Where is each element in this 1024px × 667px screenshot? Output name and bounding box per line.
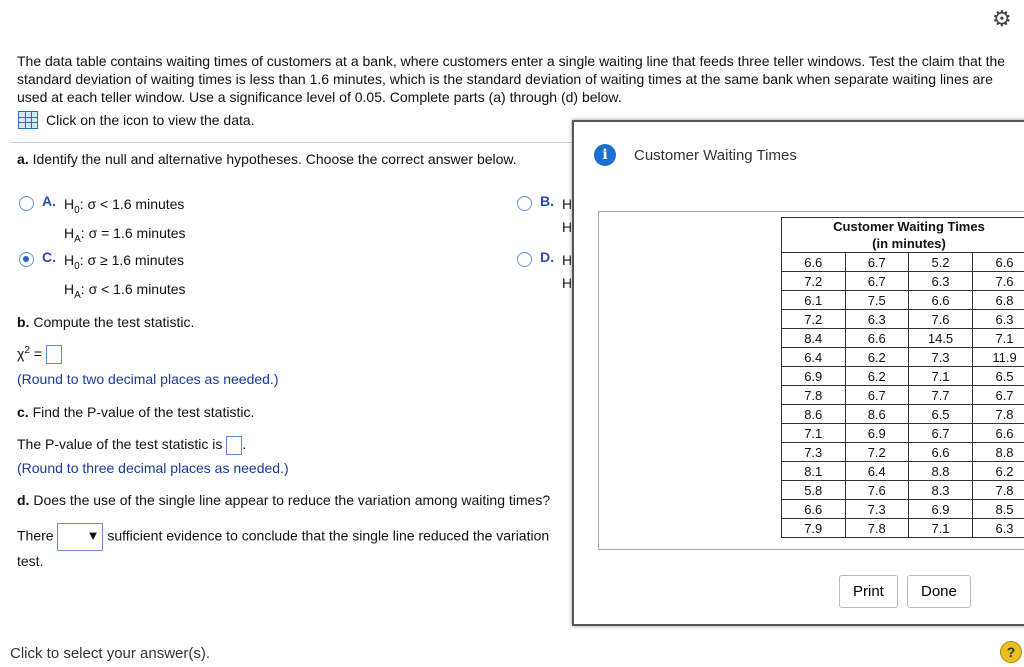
p-value-line: The P-value of the test statistic is .	[17, 436, 246, 455]
table-cell: 6.7	[973, 386, 1024, 405]
table-cell: 7.8	[973, 481, 1024, 500]
table-cell: 6.3	[909, 272, 973, 291]
table-cell: 7.2	[782, 310, 846, 329]
table-row	[782, 348, 1024, 367]
table-row	[782, 500, 1024, 519]
part-d-question: d. Does the use of the single line appear to reduce the variation among waiting times?	[17, 492, 551, 508]
table-cell: 6.6	[782, 500, 846, 519]
table-cell: 8.6	[845, 405, 909, 424]
conclusion-line: There ▼ sufficient evidence to conclude that the single line reduced the variation	[17, 523, 549, 551]
table-row	[782, 310, 1024, 329]
table-cell: 7.5	[845, 291, 909, 310]
table-cell: 6.5	[973, 367, 1024, 386]
view-data-link[interactable]	[18, 111, 255, 129]
table-cell: 8.8	[909, 462, 973, 481]
table-cell: 8.8	[973, 443, 1024, 462]
table-cell: 6.2	[973, 462, 1024, 481]
dropdown-arrow-icon: ▼	[86, 528, 100, 543]
table-cell: 6.6	[845, 329, 909, 348]
table-row	[782, 386, 1024, 405]
option-letter: B.	[540, 193, 554, 209]
part-b-question: b. Compute the test statistic.	[17, 314, 195, 330]
part-c-question: c. Find the P-value of the test statistic.	[17, 404, 255, 420]
table-row	[782, 443, 1024, 462]
table-cell: 7.9	[782, 519, 846, 538]
data-table-icon[interactable]	[18, 111, 38, 129]
print-button[interactable]: Print	[839, 575, 898, 608]
done-button[interactable]: Done	[907, 575, 971, 608]
table-cell: 7.8	[973, 405, 1024, 424]
radio-c[interactable]	[19, 252, 34, 267]
evidence-dropdown[interactable]	[57, 523, 103, 551]
table-row	[782, 291, 1024, 310]
table-row	[782, 329, 1024, 348]
info-icon: i	[594, 144, 616, 166]
round-note-c: (Round to three decimal places as needed.)	[17, 460, 289, 476]
view-data-label: Click on the icon to view the data.	[46, 112, 255, 128]
table-cell: 6.9	[782, 367, 846, 386]
option-d[interactable]: D. H H	[517, 249, 572, 295]
problem-intro: The data table contains waiting times of customers at a bank, where customers enter a single waiting line that feeds three teller windows. Test the claim that the standard deviation of waiting times is less than 1.6 minutes, which is the standard deviation of waiting times at the same bank when separate waiting lines are used at each teller window. Use a significance level of 0.05. Complete parts (a) through (d) below.	[17, 53, 1006, 105]
table-row	[782, 424, 1024, 443]
table-cell: 6.7	[909, 424, 973, 443]
table-row	[782, 481, 1024, 500]
table-cell: 6.4	[782, 348, 846, 367]
table-cell: 7.2	[845, 443, 909, 462]
help-icon[interactable]: ?	[1000, 641, 1022, 663]
table-cell: 6.6	[782, 253, 846, 272]
table-cell: 6.6	[909, 291, 973, 310]
h0-text: σ ≥ 1.6 minutes	[87, 252, 184, 268]
table-cell: 7.6	[973, 272, 1024, 291]
data-dialog	[572, 120, 1024, 626]
waiting-times-table	[781, 217, 1024, 538]
table-cell: 8.3	[909, 481, 973, 500]
table-cell: 6.9	[909, 500, 973, 519]
ha-text: σ = 1.6 minutes	[88, 224, 186, 241]
table-row	[782, 519, 1024, 538]
dialog-title: Customer Waiting Times	[634, 147, 797, 164]
table-cell: 11.9	[973, 348, 1024, 367]
table-row	[782, 405, 1024, 424]
table-row	[782, 462, 1024, 481]
table-cell: 6.1	[782, 291, 846, 310]
option-c[interactable]: C. $H_0$: σ ≥ 1.6 minutes $H_A$: σ < 1.6 minutes	[19, 249, 186, 307]
table-cell: 8.4	[782, 329, 846, 348]
table-cell: 7.3	[909, 348, 973, 367]
option-letter: D.	[540, 249, 554, 265]
option-letter: A.	[42, 193, 56, 209]
table-cell: 6.8	[973, 291, 1024, 310]
table-cell: 8.5	[973, 500, 1024, 519]
table-cell: 6.5	[909, 405, 973, 424]
table-cell: 8.1	[782, 462, 846, 481]
conclusion-cont: test.	[17, 553, 44, 569]
table-cell: 5.8	[782, 481, 846, 500]
table-cell: 7.1	[782, 424, 846, 443]
table-cell: 7.7	[909, 386, 973, 405]
table-cell: 6.3	[973, 519, 1024, 538]
table-row	[782, 272, 1024, 291]
option-letter: C.	[42, 249, 56, 265]
ha-text: σ < 1.6 minutes	[88, 280, 186, 297]
table-cell: 7.3	[782, 443, 846, 462]
table-cell: 6.6	[909, 443, 973, 462]
table-row	[782, 367, 1024, 386]
table-frame	[598, 211, 1024, 550]
divider	[10, 142, 572, 143]
chi-square-line: $\chi^2$ =	[17, 345, 62, 364]
table-cell: 5.2	[909, 253, 973, 272]
table-cell: 6.4	[845, 462, 909, 481]
table-cell: 6.7	[845, 386, 909, 405]
table-cell: 6.3	[973, 310, 1024, 329]
table-cell: 7.6	[845, 481, 909, 500]
table-cell: 6.7	[845, 272, 909, 291]
radio-a[interactable]	[19, 196, 34, 211]
footer-status: Click to select your answer(s).	[10, 645, 211, 662]
option-b[interactable]: B. H H	[517, 193, 572, 239]
table-cell: 6.9	[845, 424, 909, 443]
table-cell: 8.6	[782, 405, 846, 424]
p-value-input[interactable]	[226, 436, 242, 455]
radio-b[interactable]	[517, 196, 532, 211]
table-cell: 7.3	[845, 500, 909, 519]
table-cell: 6.7	[845, 253, 909, 272]
table-cell: 6.3	[845, 310, 909, 329]
round-note-b: (Round to two decimal places as needed.)	[17, 371, 279, 387]
table-row	[782, 253, 1024, 272]
table-cell: 7.1	[909, 519, 973, 538]
table-cell: 6.6	[973, 424, 1024, 443]
table-cell: 7.1	[973, 329, 1024, 348]
radio-d[interactable]	[517, 252, 532, 267]
table-cell: 7.2	[782, 272, 846, 291]
table-cell: 6.2	[845, 348, 909, 367]
table-header: Customer Waiting Times (in minutes)	[782, 218, 1024, 253]
table-cell: 7.8	[782, 386, 846, 405]
h0-text: σ < 1.6 minutes	[87, 196, 185, 212]
table-cell: 6.2	[845, 367, 909, 386]
table-cell: 7.8	[845, 519, 909, 538]
option-a[interactable]: A. $H_0$: σ < 1.6 minutes $H_A$: σ = 1.6 minutes	[19, 193, 186, 251]
table-cell: 7.1	[909, 367, 973, 386]
table-cell: 7.6	[909, 310, 973, 329]
table-cell: 14.5	[909, 329, 973, 348]
part-a-question: a. Identify the null and alternative hypotheses. Choose the correct answer below.	[17, 151, 517, 167]
chi-square-input[interactable]	[46, 345, 62, 364]
gear-icon[interactable]: ⚙	[992, 6, 1012, 31]
table-cell: 6.6	[973, 253, 1024, 272]
